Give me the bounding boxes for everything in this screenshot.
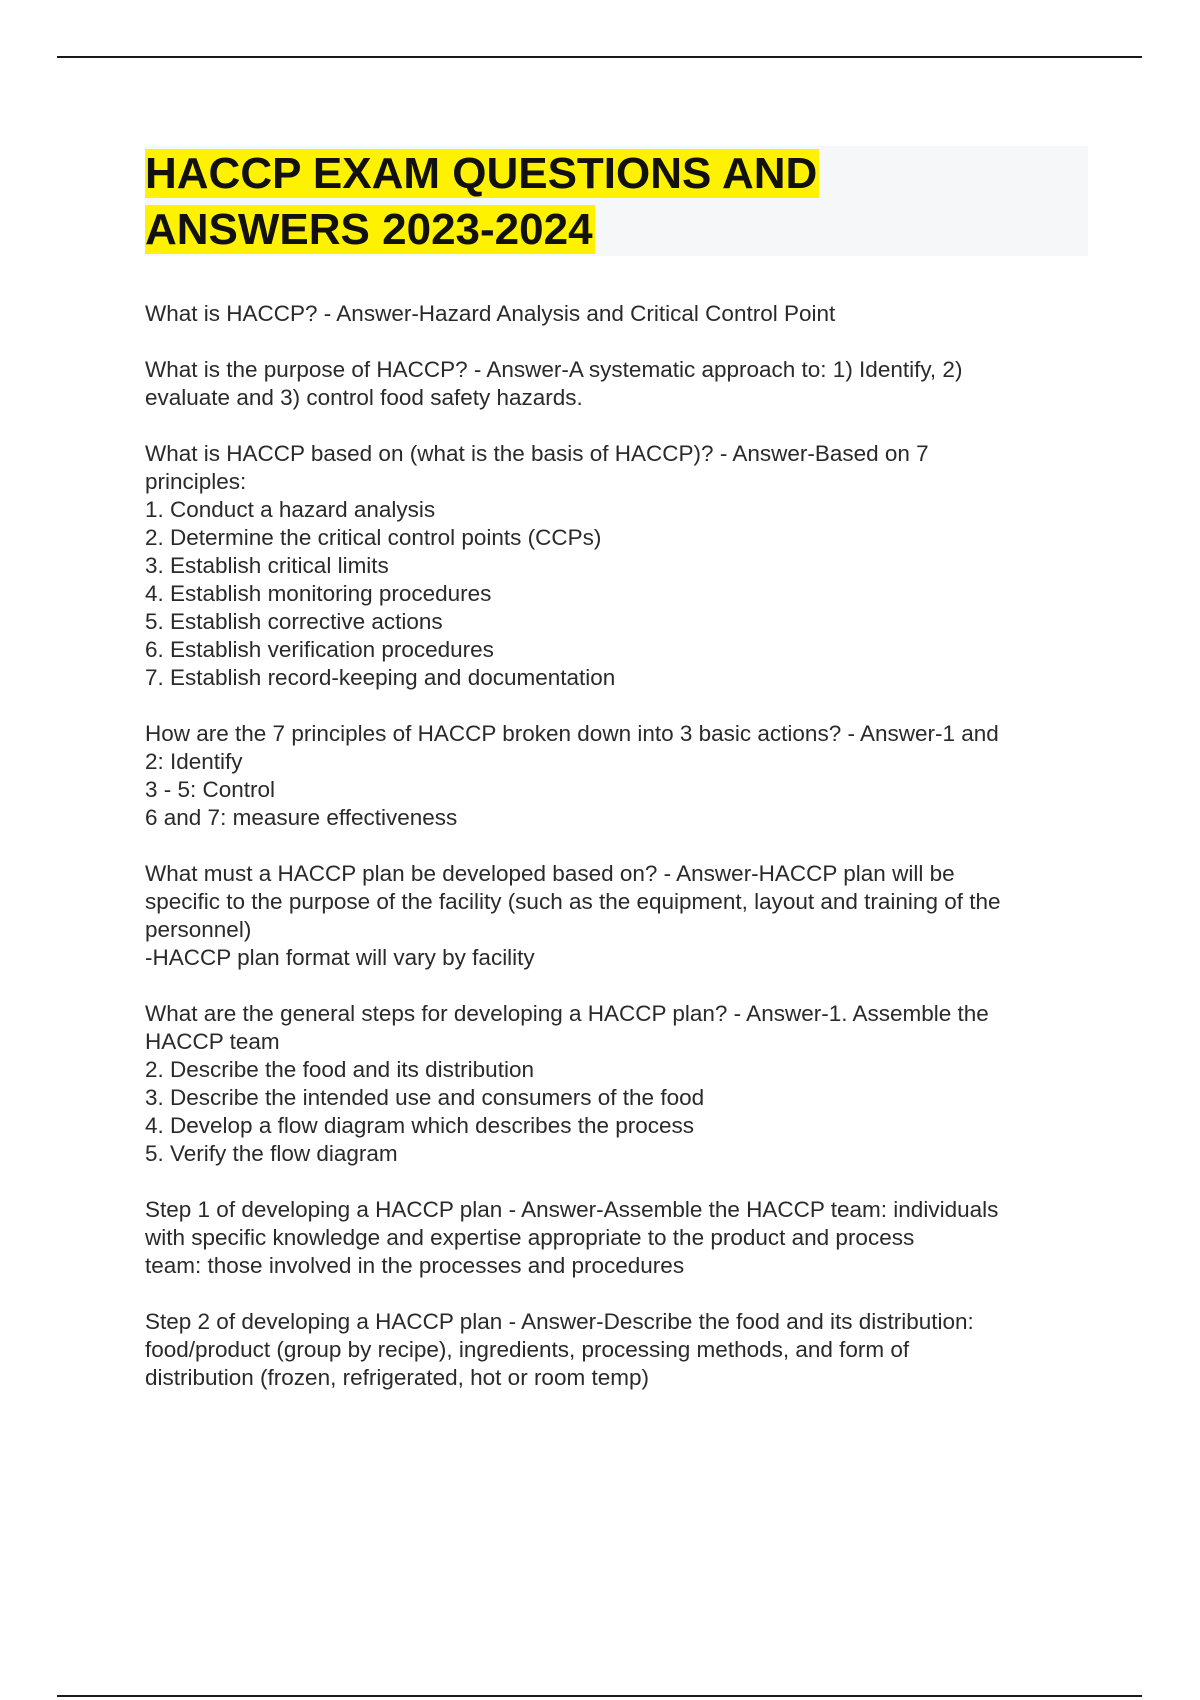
- qa-item-purpose: What is the purpose of HACCP? - Answer-A systematic approach to: 1) Identify, 2) evaluate and 3) control food safety hazards.: [145, 357, 963, 410]
- title-highlight: HACCP EXAM QUESTIONS AND ANSWERS 2023-2024: [145, 149, 818, 254]
- qa-item-basic-actions: How are the 7 principles of HACCP broken down into 3 basic actions? - Answer-1 and 2: Identify 3 - 5: Control 6 and 7: measure effectiveness: [145, 721, 999, 830]
- qa-item-step-1: Step 1 of developing a HACCP plan - Answer-Assemble the HACCP team: individuals with specific knowledge and expertise appropriate to the product and process team: those involved in the processes and procedures: [145, 1197, 999, 1278]
- qa-item-plan-basis: What must a HACCP plan be developed based on? - Answer-HACCP plan will be specific to the purpose of the facility (such as the equipment, layout and training of the personnel) -HACCP plan format will vary by facility: [145, 861, 1001, 970]
- qa-item-step-2: Step 2 of developing a HACCP plan - Answer-Describe the food and its distribution: food/product (group by recipe), ingredients, processing methods, and form of distribution (frozen, refrigerated, hot or room temp): [145, 1309, 974, 1390]
- top-rule: [57, 56, 1142, 58]
- page-title: [145, 146, 1045, 258]
- qa-item-principles: What is HACCP based on (what is the basis of HACCP)? - Answer-Based on 7 principles: 1. Conduct a hazard analysis 2. Determine the critical control points (CCPs) 3. Establish critical limits 4. Establish monitoring procedures 5. Establish corrective actions 6. Establish verification procedures 7. Establish record-keeping and documentation: [145, 441, 929, 690]
- qa-item-what-is-haccp: What is HACCP? - Answer-Hazard Analysis and Critical Control Point: [145, 301, 836, 326]
- bottom-rule: [57, 1695, 1142, 1697]
- qa-item-general-steps: What are the general steps for developing a HACCP plan? - Answer-1. Assemble the HACCP team 2. Describe the food and its distribution 3. Describe the intended use and consumers of the food 4. Develop a flow diagram which describes the process 5. Verify the flow diagram: [145, 1001, 989, 1166]
- qa-list: [145, 300, 1075, 1420]
